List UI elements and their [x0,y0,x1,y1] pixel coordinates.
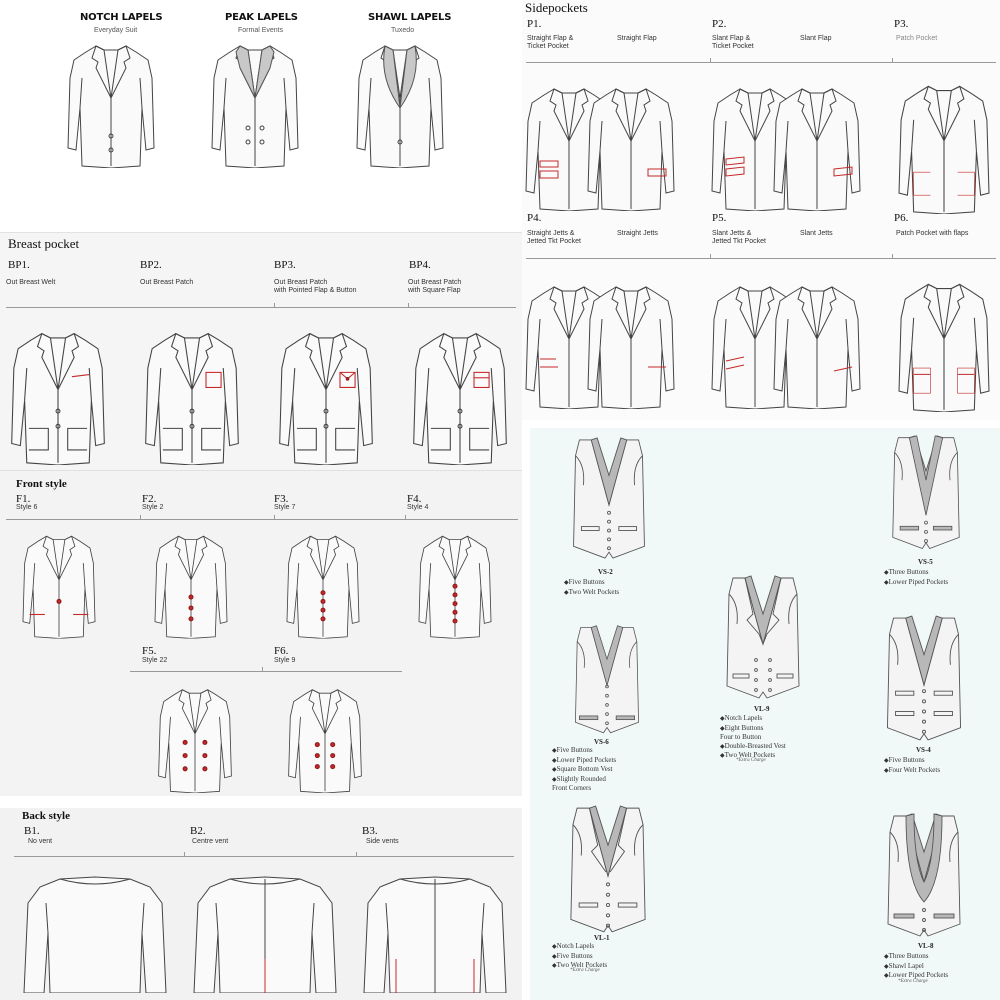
vs6-feature-2: ◆ Lower Piped Pockets [552,756,616,766]
vl8-feature-1: ◆ Three Buttons [884,952,948,962]
p6-desc1: Patch Pocket with flaps [896,230,969,237]
bp3-jacket-drawing [276,325,376,465]
vs6-feature-1: ◆ Five Buttons [552,746,616,756]
p1-jackets-drawing [524,78,704,214]
b3-code: B3. [362,825,378,837]
b2-jacket-back-drawing [190,866,340,1000]
vl1-feature-1: ◆ Notch Lapels [552,942,607,952]
breast-pocket-title: Breast pocket [8,236,80,251]
f5-code: F5. [142,645,157,657]
p5-desc2: Slant Jetts [800,230,833,237]
vl8-feature-2: ◆ Shawl Lapel [884,962,948,972]
vs5-code: VS-5 [918,558,933,566]
f5-jacket-drawing [140,683,250,793]
vl8-code: VL-8 [918,942,934,950]
breast-pocket-panel [0,232,522,471]
p4-desc1: Straight Jetts & Jetted Tkt Pocket [527,230,581,245]
vs5-feature-1: ◆ Three Buttons [884,568,948,578]
b1-code: B1. [24,825,40,837]
p1-desc2: Straight Flap [617,35,657,42]
b2-desc: Centre vent [192,838,229,845]
p3-desc1: Patch Pocket [896,35,938,42]
f3-jacket-drawing [274,529,372,639]
p5-jackets-drawing [710,276,890,412]
f6-jacket-drawing [270,683,380,793]
vl1-code: VL-1 [594,934,610,942]
f4-desc: Style 4 [407,504,429,511]
vs6-feature-3: ◆ Square Bottom Vest [552,765,616,775]
vs6-features [552,746,616,793]
b2-code: B2. [190,825,206,837]
vl1-feature-2: ◆ Five Buttons [552,952,607,962]
f1-desc: Style 6 [16,504,38,511]
shawl-lapel-jacket-drawing [355,38,445,168]
vl8-note: *Extra Charge [898,979,928,984]
sidepockets-panel [522,0,1000,420]
vl9-feature-3: ◆ Double-Breasted Vest [720,742,786,752]
f3-code: F3. [274,493,289,505]
vl9-feature-2: ◆ Eight Buttons Four to Button [720,724,786,742]
vs2-feature-2: ◆ Two Welt Pockets [564,588,619,598]
vs2-feature-1: ◆ Five Buttons [564,578,619,588]
vl1-feature-3: ◆ Two Welt Pockets [552,961,607,971]
b1-desc: No vent [28,838,53,845]
p4-jackets-drawing [524,276,704,412]
vs4-vest-drawing [876,614,972,746]
lapel-title-shawl: SHAWL LAPELS [368,12,452,23]
lapel-sub-notch: Everyday Suit [94,27,138,34]
p3-code: P3. [894,18,909,30]
vl9-feature-1: ◆ Notch Lapels [720,714,786,724]
f1-jacket-drawing [10,529,108,639]
vs4-code: VS-4 [916,746,931,754]
f2-code: F2. [142,493,157,505]
vs2-vest-drawing [566,436,652,564]
f2-jacket-drawing [142,529,240,639]
vs2-features [564,578,619,597]
f4-code: F4. [407,493,422,505]
front-style-title: Front style [16,478,67,490]
vs4-feature-1: ◆ Five Buttons [884,756,940,766]
p4-code: P4. [527,212,542,224]
b3-desc: Side vents [366,838,399,845]
vs5-vest-drawing [880,434,972,554]
vl9-vest-drawing [718,574,808,704]
vl8-features [884,952,948,981]
vl9-feature-4: ◆ Two Welt Pockets [720,751,786,761]
vests-panel [530,428,1000,1000]
bp1-code: BP1. [8,259,30,271]
bp2-desc: Out Breast Patch [140,279,194,286]
p2-code: P2. [712,18,727,30]
notch-lapel-jacket-drawing [66,38,156,168]
vl9-features [720,714,786,761]
f2-desc: Style 2 [142,504,164,511]
lapel-sub-shawl: Tuxedo [391,27,415,34]
back-style-title: Back style [22,810,70,822]
peak-lapel-jacket-drawing [210,38,300,168]
lapel-sub-peak: Formal Events [238,27,284,34]
p1-code: P1. [527,18,542,30]
vl9-note: *Extra Charge [736,758,766,763]
p4-desc2: Straight Jetts [617,230,658,237]
f6-desc: Style 9 [274,657,296,664]
vl1-vest-drawing [560,804,656,938]
vl9-code: VL-9 [754,705,770,713]
p2-jackets-drawing [710,78,890,214]
vl8-vest-drawing [876,812,972,942]
vs5-features [884,568,948,587]
p2-desc1: Slant Flap & Ticket Pocket [712,35,754,50]
bp2-code: BP2. [140,259,162,271]
f1-code: F1. [16,493,31,505]
vl1-features [552,942,607,971]
sidepockets-title: Sidepockets [525,0,588,15]
p5-desc1: Slant Jetts & Jetted Tkt Pocket [712,230,766,245]
vs6-feature-4: ◆ Slightly Rounded Front Corners [552,775,616,793]
vs4-features [884,756,940,775]
lapel-title-peak: PEAK LAPELS [225,12,298,23]
front-style-panel [0,470,522,796]
p2-desc2: Slant Flap [800,35,832,42]
bp3-code: BP3. [274,259,296,271]
bp2-jacket-drawing [142,325,242,465]
vs5-feature-2: ◆ Lower Piped Pockets [884,578,948,588]
lapel-title-notch: NOTCH LAPELS [80,12,163,23]
p1-desc1: Straight Flap & Ticket Pocket [527,35,574,50]
bp1-desc: Out Breast Welt [6,279,56,286]
vs4-feature-2: ◆ Four Welt Pockets [884,766,940,776]
f5-desc: Style 22 [142,657,168,664]
p6-jacket-drawing [894,276,994,412]
p5-code: P5. [712,212,727,224]
vs6-vest-drawing [564,624,650,738]
p3-jacket-drawing [894,78,994,214]
bp3-desc: Out Breast Patch with Pointed Flap & Button [274,279,357,294]
back-style-panel [0,808,522,1000]
b3-jacket-back-drawing [360,866,510,1000]
vs2-code: VS-2 [598,568,613,576]
vl1-note: *Extra Charge [570,968,600,973]
bp4-code: BP4. [409,259,431,271]
bp4-desc: Out Breast Patch with Square Flap [408,279,462,294]
bp4-jacket-drawing [410,325,510,465]
vs6-code: VS-6 [594,738,609,746]
lapels-panel [0,0,520,200]
p6-code: P6. [894,212,909,224]
vl8-feature-3: ◆ Lower Piped Pockets [884,971,948,981]
f3-desc: Style 7 [274,504,296,511]
f4-jacket-drawing [406,529,504,639]
bp1-jacket-drawing [8,325,108,465]
b1-jacket-back-drawing [20,866,170,1000]
f6-code: F6. [274,645,289,657]
